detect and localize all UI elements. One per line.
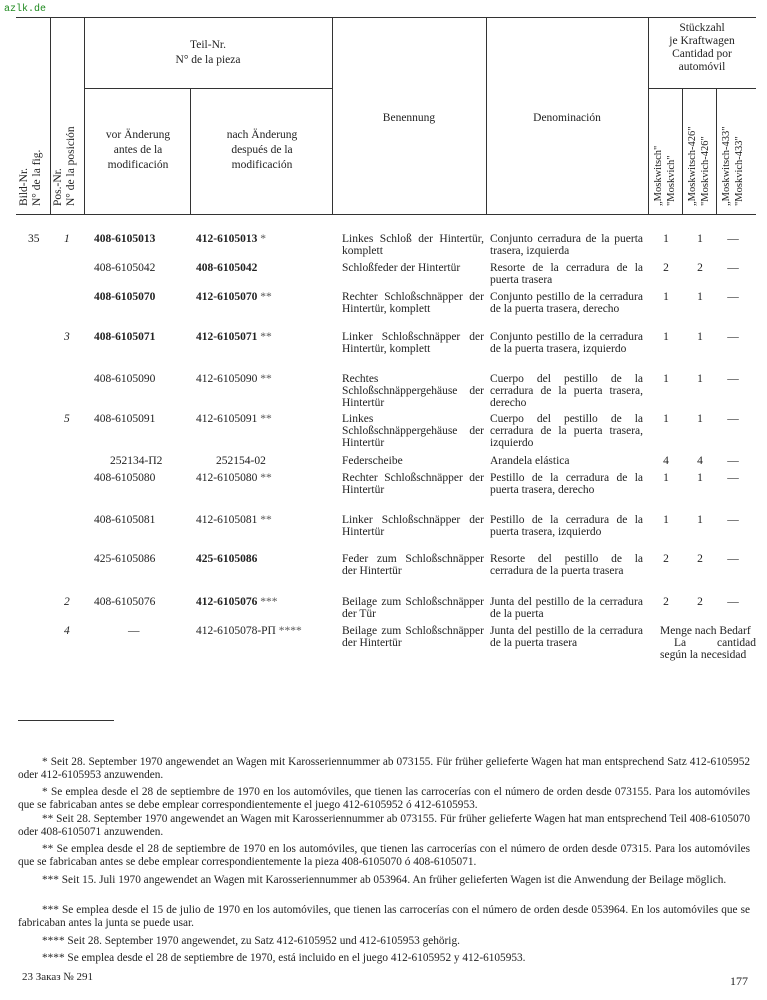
part-before-cell: 408-6105076 (94, 596, 156, 608)
qty-moskvich-426: 1 (697, 413, 703, 425)
part-after-cell (196, 625, 332, 637)
moskvich-header: „Moskwitsch" "Moskvich" (653, 145, 677, 206)
benennung-cell: Rechter Schloßschnäpper der Hintertür, komplett (342, 291, 484, 315)
denominacion-cell: Arandela elástica (490, 455, 570, 467)
part-after-cell (196, 472, 332, 484)
benennung-cell: Rechtes Schloßschnäppergehäuse der Hintertür (342, 373, 484, 409)
qty-moskvich: 1 (663, 514, 669, 526)
denominacion-header: Denominación (533, 112, 601, 124)
qty-moskvich-433: — (727, 596, 739, 608)
footnote-marker: *** (257, 596, 278, 608)
part-after-cell (196, 262, 332, 274)
part-after-number: 412-6105071 (196, 331, 258, 343)
benennung-cell: Feder zum Schloßschnäpper der Hintertür (342, 553, 484, 577)
part-after-number: 412-6105070 (196, 291, 258, 303)
part-after-cell (196, 553, 332, 565)
benennung-cell: Linkes Schloß der Hintertür, komplett (342, 233, 484, 257)
part-after-cell (196, 514, 332, 526)
footnote-rule (18, 720, 114, 721)
denominacion-cell: Junta del pestillo de la cerradura de la puerta (490, 596, 643, 620)
part-after-number: 412-6105013 (196, 233, 258, 245)
benennung-cell: Beilage zum Schloßschnäpper der Hintertür (342, 625, 484, 649)
footnote-marker: ** (257, 373, 272, 385)
vor-header: vor Änderung antes de la modificación (105, 129, 171, 171)
denominacion-cell: Resorte de la cerradura de la puerta trasera (490, 262, 643, 286)
denominacion-cell: Junta del pestillo de la cerradura de la puerta trasera (490, 625, 643, 649)
qty-moskvich-433: — (727, 331, 739, 343)
qty-moskvich: 1 (663, 331, 669, 343)
footnote-marker: ** (257, 472, 272, 484)
benennung-cell: Schloßfeder der Hintertür (342, 262, 461, 274)
qty-moskvich-433: — (727, 514, 739, 526)
page-number: 177 (730, 974, 748, 988)
table-header (16, 17, 756, 215)
qty-moskvich-426: 1 (697, 373, 703, 385)
footnote-marker: * (257, 233, 266, 245)
part-before-cell: 252134-П2 (110, 455, 163, 467)
footnote-marker: ** (257, 514, 272, 526)
pos-nr-cell: 5 (64, 413, 70, 425)
qty-moskvich: 1 (663, 291, 669, 303)
part-before-cell: 408-6105091 (94, 413, 156, 425)
footnote: **** Se emplea desde el 28 de septiembre de 1970, está incluido en el juego 412-6105952 y 412-6105953. (42, 952, 526, 964)
denominacion-cell: Pestillo de la cerradura de la puerta trasera, izquierdo (490, 514, 643, 538)
part-after-cell (196, 413, 332, 425)
part-after-number: 412-6105080 (196, 472, 258, 484)
qty-moskvich-426: 1 (697, 291, 703, 303)
qty-moskvich: 2 (663, 262, 669, 274)
benennung-cell: Federscheibe (342, 455, 403, 467)
pos-nr-header: Pos.-Nr. N° de la posición (52, 126, 77, 206)
qty-moskvich-433: — (727, 455, 739, 467)
qty-moskvich: 2 (663, 596, 669, 608)
footnote: *** Seit 15. Juli 1970 angewendet an Wagen mit Karosseriennummer ab 053964. An früher gelieferten Wagen ist die Anwendung der Beilage möglich. (42, 874, 727, 886)
denominacion-cell: Conjunto pestillo de la cerradura de la puerta trasera, izquierdo (490, 331, 643, 355)
footnote: ** Seit 28. September 1970 angewendet an Wagen mit Karosseriennummer ab 073155. Für früher gelieferte Wagen hat man entsprechend Teil 408-6105070 oder 408-6105071 anzuwenden. (18, 813, 750, 838)
qty-moskvich: 1 (663, 233, 669, 245)
part-after-cell (196, 291, 332, 303)
footnote: * Seit 28. September 1970 angewendet an Wagen mit Karosseriennummer ab 073155. Für früher gelieferte Wagen hat man entsprechend Satz 412-6105952 oder 412-6105953 anzuwenden. (18, 756, 750, 781)
footnote-marker: ** (257, 291, 272, 303)
part-after-cell (196, 596, 332, 608)
pos-nr-cell: 2 (64, 596, 70, 608)
denominacion-cell: Pestillo de la cerradura de la puerta trasera, derecho (490, 472, 643, 496)
part-after-number: 412-6105078-РП (196, 625, 276, 637)
benennung-cell: Beilage zum Schloßschnäpper der Tür (342, 596, 484, 620)
qty-moskvich: 1 (663, 472, 669, 484)
part-before-cell: 425-6105086 (94, 553, 156, 565)
part-before-cell: 408-6105071 (94, 331, 156, 343)
teil-nr-header: Teil-Nr. N° de la pieza (175, 39, 241, 66)
nach-header: nach Änderung después de la modificación (226, 129, 298, 171)
qty-moskvich-433: — (727, 553, 739, 565)
quantity-es: La cantidad según la necesidad (660, 637, 756, 661)
stueckzahl-header: Stückzahl je Kraftwagen Cantidad por automóvil (669, 22, 735, 73)
part-before-cell: — (128, 625, 140, 637)
denominacion-cell: Cuerpo del pestillo de la cerradura de la puerta trasera, derecho (490, 373, 643, 409)
qty-moskvich-426: 1 (697, 472, 703, 484)
part-before-cell: 408-6105042 (94, 262, 156, 274)
qty-moskvich-426: 2 (697, 262, 703, 274)
footnote-marker: ** (257, 413, 272, 425)
header-separator (16, 214, 756, 215)
qty-moskvich-426: 2 (697, 596, 703, 608)
pos-nr-cell: 3 (64, 331, 70, 343)
benennung-cell: Rechter Schloßschnäpper der Hintertür (342, 472, 484, 496)
part-before-cell: 408-6105070 (94, 291, 156, 303)
qty-moskvich-433: — (727, 233, 739, 245)
benennung-cell: Linker Schloßschnäpper der Hintertür, komplett (342, 331, 484, 355)
qty-moskvich-426: 1 (697, 331, 703, 343)
footnote-marker: ** (257, 331, 272, 343)
qty-moskvich-426: 1 (697, 514, 703, 526)
part-after-number: 252154-02 (216, 455, 266, 467)
qty-moskvich-433: — (727, 373, 739, 385)
part-after-number: 412-6105091 (196, 413, 258, 425)
qty-moskvich-426: 1 (697, 233, 703, 245)
watermark: azlk.de (4, 4, 47, 15)
benennung-header: Benennung (382, 112, 436, 124)
qty-moskvich-433: — (727, 291, 739, 303)
part-after-cell (196, 331, 332, 343)
denominacion-cell: Cuerpo del pestillo de la cerradura de la puerta trasera, izquierdo (490, 413, 643, 449)
benennung-cell: Linker Schloßschnäpper der Hintertür (342, 514, 484, 538)
pos-nr-cell: 1 (64, 233, 70, 245)
quantity-de: Menge nach Bedarf (660, 625, 751, 637)
part-after-number: 425-6105086 (196, 553, 258, 565)
qty-moskvich: 4 (663, 455, 669, 467)
footnote: *** Se emplea desde el 15 de julio de 1970 en los automóviles, que tienen las carrocerías con el número de orden desde 053964. En los automóviles que se fabricaban antes la junta se puede usar. (18, 904, 750, 929)
bild-nr-cell: 35 (28, 233, 40, 245)
part-after-number: 412-6105081 (196, 514, 258, 526)
qty-moskvich: 1 (663, 373, 669, 385)
part-before-cell: 408-6105013 (94, 233, 156, 245)
part-after-number: 412-6105090 (196, 373, 258, 385)
part-after-cell (196, 233, 332, 245)
qty-moskvich-433: — (727, 262, 739, 274)
moskvich-433-header: „Moskwitsch-433" "Moskvich-433" (721, 126, 745, 206)
quantity-as-needed (660, 625, 756, 661)
footnote-marker: **** (275, 625, 302, 637)
footnote: ** Se emplea desde el 28 de septiembre de 1970 en los automóviles, que tienen las carrocerías con el número de orden desde 07315. Para los automóviles que se fabricaban antes se debe emplear correspondientemente la pieza 408-6105070 ó 408-6105071. (18, 843, 750, 868)
part-after-number: 408-6105042 (196, 262, 258, 274)
denominacion-cell: Resorte del pestillo de la cerradura de la puerta trasera (490, 553, 643, 577)
part-before-cell: 408-6105080 (94, 472, 156, 484)
part-after-cell (196, 373, 332, 385)
denominacion-cell: Conjunto cerradura de la puerta trasera, izquierda (490, 233, 643, 257)
qty-moskvich-433: — (727, 472, 739, 484)
footnote: * Se emplea desde el 28 de septiembre de 1970 en los automóviles, que tienen las carrocerías con el número de orden desde 073155. Para los automóviles que se fabricaban antes se debe emplear correspondientemente el juego 412-6105952 ó 412-6105953. (18, 786, 750, 811)
bild-nr-header: Bild-Nr. N° de la fig. (18, 149, 43, 206)
qty-moskvich-426: 2 (697, 553, 703, 565)
benennung-cell: Linkes Schloßschnäppergehäuse der Hintertür (342, 413, 484, 449)
qty-moskvich: 2 (663, 553, 669, 565)
part-after-cell (216, 455, 352, 467)
part-before-cell: 408-6105090 (94, 373, 156, 385)
moskvich-426-header: „Moskwitsch-426" "Moskvich-426" (687, 126, 711, 206)
footnote: **** Seit 28. September 1970 angewendet, zu Satz 412-6105952 und 412-6105953 gehörig. (42, 935, 460, 947)
qty-moskvich-426: 4 (697, 455, 703, 467)
print-order-number: 23 Заказ № 291 (22, 971, 94, 983)
part-before-cell: 408-6105081 (94, 514, 156, 526)
part-after-number: 412-6105076 (196, 596, 258, 608)
qty-moskvich-433: — (727, 413, 739, 425)
denominacion-cell: Conjunto pestillo de la cerradura de la puerta trasera, derecho (490, 291, 643, 315)
pos-nr-cell: 4 (64, 625, 70, 637)
qty-moskvich: 1 (663, 413, 669, 425)
